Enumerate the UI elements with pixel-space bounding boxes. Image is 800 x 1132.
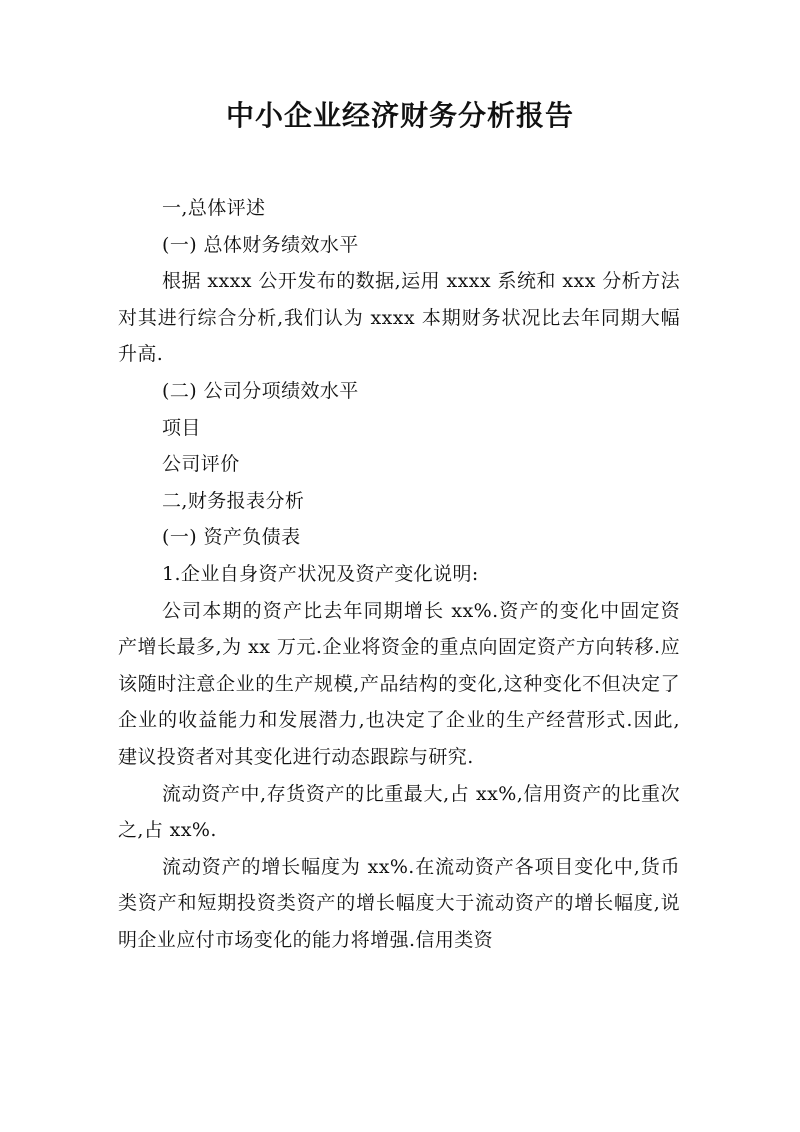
section-heading: 一,总体评述 bbox=[162, 197, 266, 219]
subsection-heading: (一) 资产负债表 bbox=[162, 526, 301, 549]
paragraph: 流动资产中,存货资产的比重最大,占 xx%,信用资产的比重次之,占 xx%. bbox=[118, 782, 680, 842]
document-title: 中小企业经济财务分析报告 bbox=[225, 99, 574, 132]
subsection-heading: (一) 总体财务绩效水平 bbox=[162, 233, 359, 256]
list-item: 公司评价 bbox=[162, 453, 240, 476]
document-body bbox=[118, 190, 680, 958]
list-item: 项目 bbox=[162, 416, 201, 439]
subsection-heading: (二) 公司分项绩效水平 bbox=[162, 379, 359, 402]
paragraph: 流动资产的增长幅度为 xx%.在流动资产各项目变化中,货币类资产和短期投资类资产的增长幅度大于流动资产的增长幅度,说明企业应付市场变化的能力将增强.信用类资 bbox=[118, 855, 680, 951]
paragraph: 根据 xxxx 公开发布的数据,运用 xxxx 系统和 xxx 分析方法对其进行综合分析,我们认为 xxxx 本期财务状况比去年同期大幅升高. bbox=[118, 270, 680, 366]
paragraph: 公司本期的资产比去年同期增长 xx%.资产的变化中固定资产增长最多,为 xx 万元.企业将资金的重点向固定资产方向转移.应该随时注意企业的生产规模,产品结构的变化,这种变化不但决定了企业的收益能力和发展潜力,也决定了企业的生产经营形式.因此,建议投资者对其变化进行动态跟踪与研究. bbox=[118, 599, 680, 768]
numbered-point: 1.企业自身资产状况及资产变化说明: bbox=[162, 562, 479, 585]
section-heading: 二,财务报表分析 bbox=[162, 489, 305, 512]
